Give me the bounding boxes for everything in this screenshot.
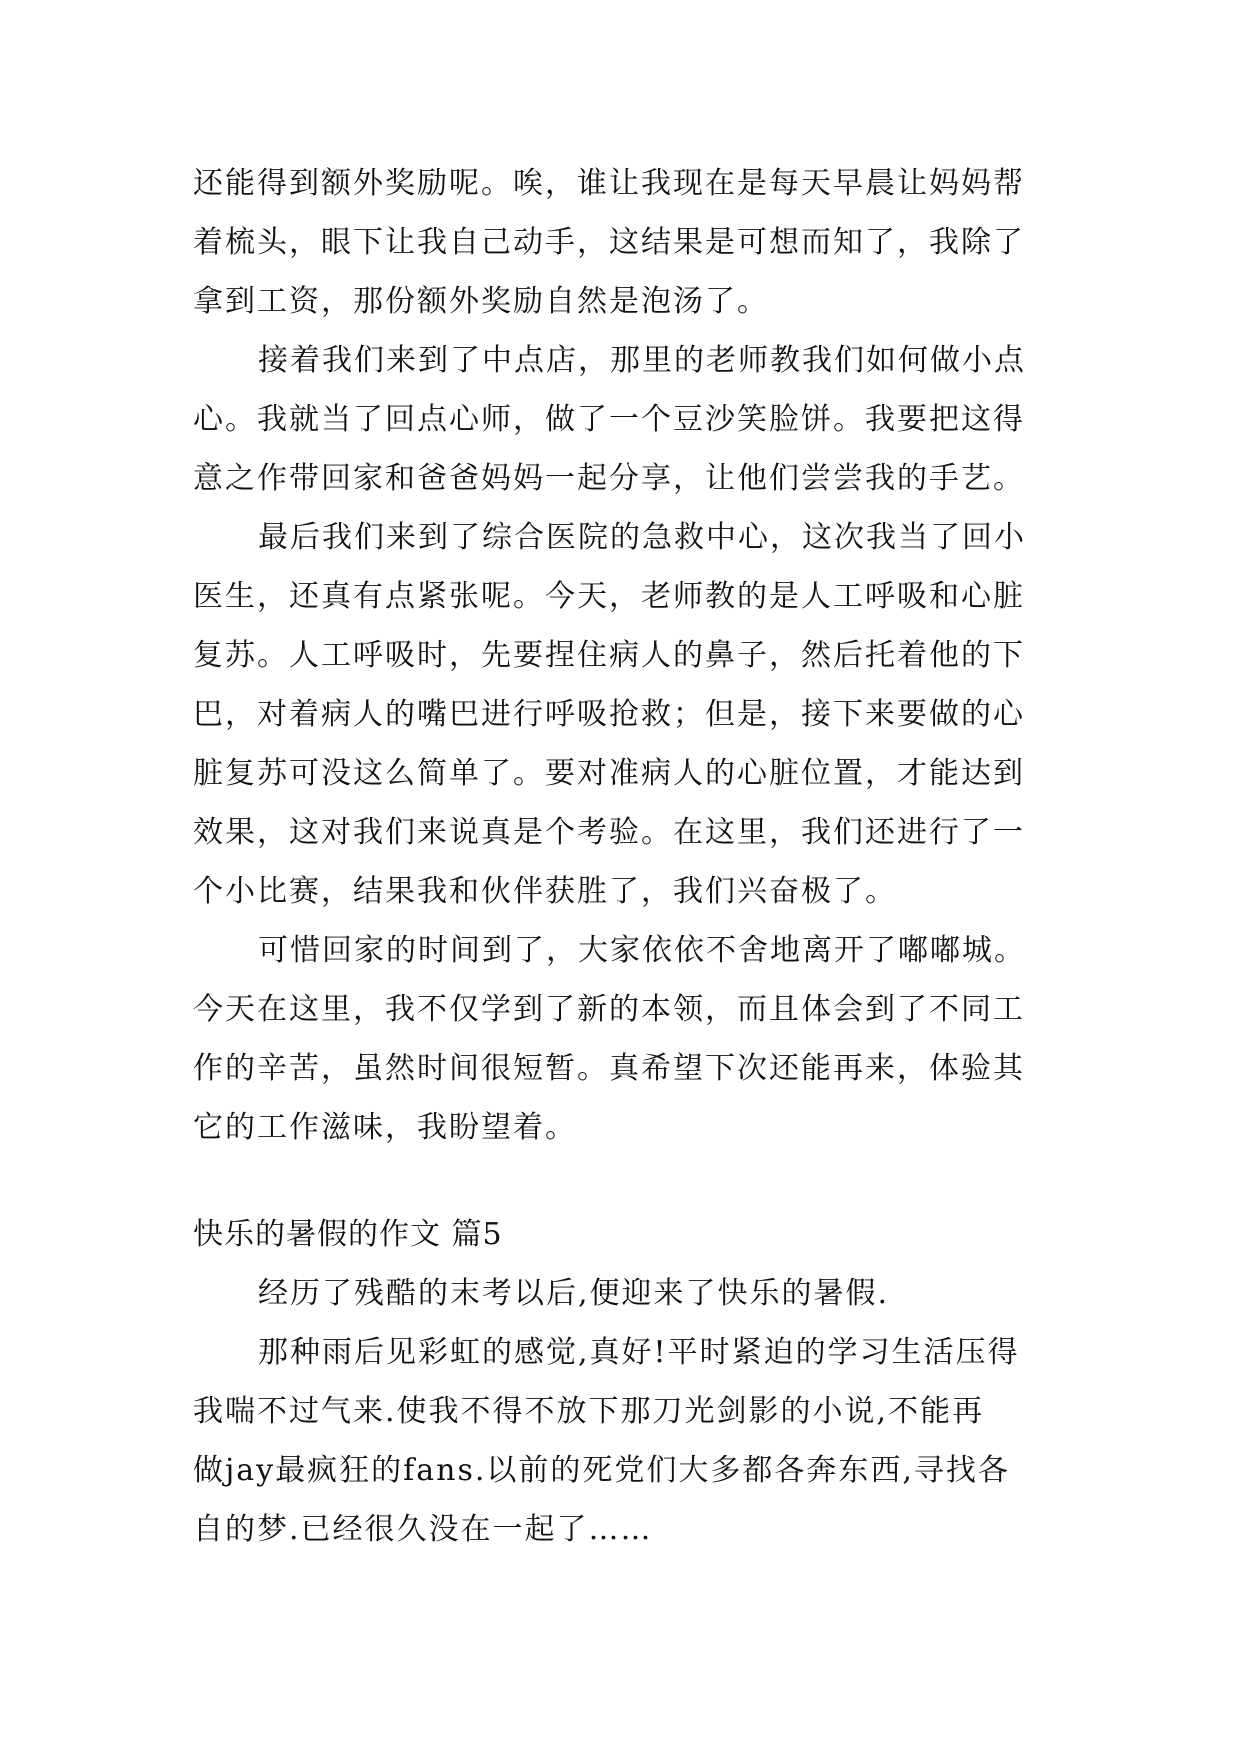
paragraph-line: 它的工作滋味，我盼望着。 <box>193 1110 577 1145</box>
paragraph-line: 还能得到额外奖励呢。唉，谁让我现在是每天早晨让妈妈帮 <box>193 166 1025 201</box>
paragraph-line: 复苏。人工呼吸时，先要捏住病人的鼻子，然后托着他的下 <box>193 638 1025 673</box>
paragraph-line: 着梳头，眼下让我自己动手，这结果是可想而知了，我除了 <box>193 225 1025 260</box>
paragraph-line: 今天在这里，我不仅学到了新的本领，而且体会到了不同工 <box>193 992 1025 1027</box>
paragraph-line: 自的梦.已经很久没在一起了…… <box>193 1512 653 1547</box>
paragraph-line: 效果，这对我们来说真是个考验。在这里，我们还进行了一 <box>193 815 1025 850</box>
paragraph-line: 医生，还真有点紧张呢。今天，老师教的是人工呼吸和心脏 <box>193 579 1025 614</box>
paragraph-line: 拿到工资，那份额外奖励自然是泡汤了。 <box>193 284 769 319</box>
section-title: 快乐的暑假的作文 篇5 <box>193 1217 503 1252</box>
paragraph-line: 脏复苏可没这么简单了。要对准病人的心脏位置，才能达到 <box>193 756 1025 791</box>
paragraph-line: 最后我们来到了综合医院的急救中心，这次我当了回小 <box>258 520 1026 555</box>
paragraph-line: 巴，对着病人的嘴巴进行呼吸抢救；但是，接下来要做的心 <box>193 697 1025 732</box>
paragraph-line: 做jay最疯狂的fans.以前的死党们大多都各奔东西,寻找各 <box>193 1453 1010 1488</box>
paragraph-line: 我喘不过气来.使我不得不放下那刀光剑影的小说,不能再 <box>193 1394 985 1429</box>
paragraph-line: 可惜回家的时间到了，大家依依不舍地离开了嘟嘟城。 <box>258 933 1026 968</box>
paragraph-line: 作的辛苦，虽然时间很短暂。真希望下次还能再来，体验其 <box>193 1051 1025 1086</box>
paragraph-line: 接着我们来到了中点店，那里的老师教我们如何做小点 <box>258 343 1026 378</box>
paragraph-line: 心。我就当了回点心师，做了一个豆沙笑脸饼。我要把这得 <box>193 402 1025 437</box>
paragraph-line: 意之作带回家和爸爸妈妈一起分享，让他们尝尝我的手艺。 <box>193 461 1025 496</box>
paragraph-line: 那种雨后见彩虹的感觉,真好!平时紧迫的学习生活压得 <box>258 1335 1020 1370</box>
paragraph-line: 经历了残酷的末考以后,便迎来了快乐的暑假. <box>258 1276 890 1311</box>
paragraph-line: 个小比赛，结果我和伙伴获胜了，我们兴奋极了。 <box>193 874 897 909</box>
